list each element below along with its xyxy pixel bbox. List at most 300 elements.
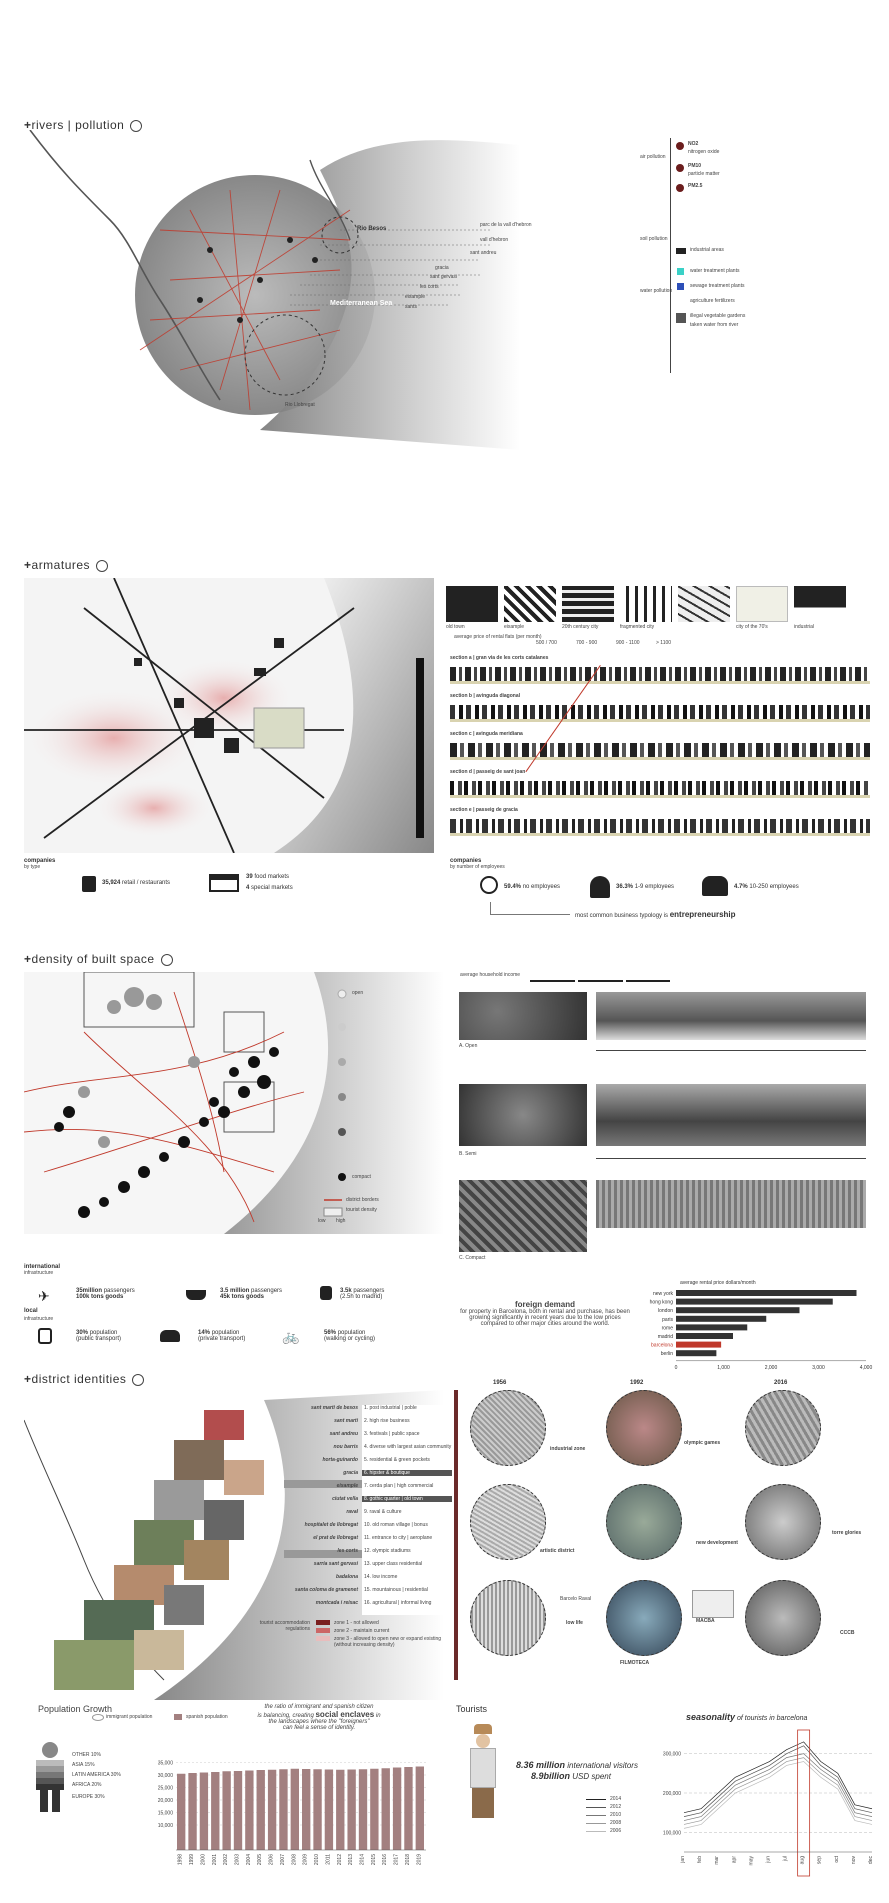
season-y-tick: 100,000 (662, 1830, 681, 1837)
seasonality-title-b: of tourists in barcelona (736, 1715, 808, 1722)
section-title-rivers: +rivers | pollution (24, 118, 142, 132)
section-e-title: section e | passeig de gracia (450, 807, 518, 813)
active-value: 56% (324, 1330, 337, 1336)
photo-semi-aerial (596, 1084, 866, 1146)
pop-x-tick: 2011 (325, 1854, 332, 1865)
district-name: badalona (336, 1574, 358, 1580)
pop-bar (393, 1768, 401, 1851)
ship-icon (186, 1290, 206, 1300)
origin-europe: EUROPE 30% (72, 1794, 105, 1800)
rent-chart-tick: 2,000 (764, 1364, 778, 1371)
train-icon (320, 1286, 332, 1300)
tourists-title: Tourists (456, 1704, 488, 1714)
active-sub: (walking or cycling) (324, 1336, 376, 1342)
photo-label-open: A. Open (459, 1043, 478, 1049)
rent-chart-bar (676, 1324, 747, 1330)
typology-thumb (736, 586, 788, 622)
rent-chart-tick: 0 (674, 1364, 678, 1371)
legend-river-water: taken water from river (690, 322, 739, 328)
rent-value: > 1100 (656, 640, 672, 646)
label-rio-llobregat: Rio Llobregat (285, 402, 315, 408)
pop-x-tick: 2007 (279, 1854, 286, 1866)
section-title-density: +density of built space (24, 952, 173, 966)
district-name: el prat de llobregat (313, 1535, 358, 1541)
tourist-head-icon (476, 1734, 490, 1748)
bus-icon (38, 1328, 52, 1344)
rent-chart-category: new york (652, 1291, 673, 1297)
origin-latam: LATIN AMERICA 30% (72, 1772, 121, 1778)
typology-label: 20th century city (562, 624, 599, 630)
armatures-map (24, 578, 434, 853)
pop-x-tick: 2001 (211, 1854, 218, 1866)
pop-bar (211, 1772, 219, 1850)
no-employees-label: no employees (522, 884, 561, 890)
street-sections (450, 655, 870, 845)
district-row: 2. high rise business (364, 1418, 410, 1424)
section-c-title: section c | avinguda meridiana (450, 731, 523, 737)
pop-bar (200, 1773, 208, 1851)
typology-label: old town (446, 624, 465, 630)
annotation-olympic: olympic games (684, 1440, 721, 1446)
pop-x-tick: 2016 (382, 1854, 389, 1866)
population-chart (140, 1740, 440, 1890)
typology-thumb (562, 586, 614, 622)
legend-low: low (318, 1218, 326, 1224)
airplane-icon: ✈ (38, 1288, 50, 1304)
district-name: les corts (337, 1548, 358, 1554)
annotation-artistic: artistic district (540, 1548, 575, 1554)
person-outline-icon (480, 876, 498, 894)
season-x-tick: jan (680, 1856, 686, 1863)
port-unit: passengers (251, 1288, 283, 1294)
pop-y-tick: 10,000 (157, 1823, 173, 1829)
zone-legend (250, 1620, 450, 1660)
legend-tourist-density: tourist density (346, 1207, 377, 1213)
zone1-label: zone 1 - not allowed (334, 1620, 379, 1626)
label-sants: sants (405, 304, 417, 310)
income-label: average household income (460, 972, 521, 978)
train-value: 3.5k (340, 1288, 352, 1294)
foreign-text: for property in Barcelona, both in rental and purchase, has been growing significantly in recent years due to the low prices compared to other major cities around the world. (460, 1309, 630, 1327)
rent-chart-bar (676, 1333, 733, 1339)
rent-chart-tick: 4,000 (859, 1364, 873, 1371)
population-text-bold: social enclaves (315, 1710, 375, 1719)
population-text-a: the ratio of immigrant and spanish citizen (264, 1704, 374, 1710)
eye-icon (161, 954, 173, 966)
rent-chart-bar (676, 1299, 833, 1305)
legend-sewage: sewage treatment plants (690, 283, 745, 289)
immigrant-swatch (92, 1714, 104, 1721)
rent-value: 700 - 900 (576, 640, 598, 646)
section-title-density-text: density of built space (31, 952, 155, 966)
legend-no2-desc: nitrogen oxide (688, 149, 720, 155)
airport-sub: 100k tons goods (76, 1294, 124, 1300)
companies-type-sub: by type (24, 864, 41, 870)
pop-bar (268, 1770, 276, 1850)
typology-label: eixample (504, 624, 525, 630)
rent-chart-category: berlin (660, 1351, 673, 1358)
section-d-title: section d | passeig de sant joan (450, 769, 526, 775)
district-row: 6. hipster & boutique (362, 1470, 452, 1476)
pop-bar (336, 1770, 344, 1850)
pop-x-tick: 2010 (314, 1854, 321, 1866)
pop-bar (177, 1774, 185, 1850)
companies-type-title: companies (24, 858, 56, 864)
tourist-body-icon (470, 1748, 496, 1788)
circle-1992-b (606, 1484, 682, 1560)
legend-pm10-desc: particle matter (688, 171, 720, 177)
pop-x-tick: 2014 (359, 1854, 366, 1866)
public-value: 30% (76, 1330, 89, 1336)
tourists-label-2: USD spent (572, 1772, 611, 1781)
season-x-tick: nov (850, 1856, 857, 1865)
typology-thumb (678, 586, 730, 622)
legend-year: 2014 (610, 1796, 622, 1802)
legend-year: 2012 (610, 1804, 622, 1810)
rent-chart (640, 1276, 876, 1372)
pop-y-tick: 30,000 (157, 1773, 173, 1779)
legend-water-treatment: water treatment plants (690, 268, 740, 274)
district-name: horta-guinardo (322, 1457, 358, 1463)
photo-compact-plan (459, 1180, 587, 1252)
pop-x-tick: 2006 (268, 1854, 275, 1866)
pop-x-tick: 2013 (348, 1854, 355, 1866)
zone3-label: zone 3 - allowed to open new or expand existing (without increasing density) (334, 1636, 442, 1648)
district-row: 14. low income (364, 1574, 398, 1580)
pop-x-tick: 2003 (234, 1854, 241, 1866)
immigrant-legend: immigrant population (106, 1714, 153, 1720)
retail-value: 35,924 (102, 880, 121, 886)
private-value: 14% (198, 1330, 211, 1336)
legend-district-borders: district borders (346, 1197, 379, 1203)
medium-firms-label: 10-250 employees (749, 884, 799, 890)
population-text-c: in (375, 1713, 381, 1719)
population-text-b: is balancing, creating (257, 1713, 314, 1719)
tourists-label-1: international visitors (567, 1761, 638, 1770)
pop-y-tick: 35,000 (157, 1760, 173, 1767)
private-sub: (private transport) (198, 1336, 246, 1342)
population-text-e: can feel a sense of identity. (282, 1725, 356, 1731)
rent-chart-bar (676, 1342, 721, 1348)
season-x-tick: aug (799, 1856, 806, 1865)
train-sub: (2.5h to madrid) (340, 1294, 383, 1300)
water-treatment-icon (677, 268, 684, 275)
bicycle-icon: 🚲 (282, 1328, 300, 1344)
rent-chart-bar (676, 1350, 716, 1356)
tourists-value-2: 8.9billion (531, 1771, 571, 1781)
companies-type (24, 858, 434, 908)
person-leg (52, 1790, 60, 1812)
origin-africa: AFRICA 20% (72, 1782, 102, 1788)
shopping-bag-icon (82, 876, 96, 892)
label-mediterranean: Mediterranean Sea (330, 300, 393, 307)
pm25-icon (676, 184, 684, 192)
section-a-title: section a | gran via de les corts catalanes (450, 655, 549, 661)
district-row: 8. gothic quarter | old town (362, 1496, 452, 1502)
car-icon (160, 1330, 180, 1342)
airport-unit: passengers (103, 1288, 135, 1294)
seasonality-chart (652, 1722, 878, 1882)
circle-2016-b (745, 1484, 821, 1560)
rent-chart-category: london (657, 1308, 673, 1315)
circle-2016-a (745, 1390, 821, 1466)
section-title-districts-text: district identities (31, 1372, 127, 1386)
rent-chart-category: madrid (657, 1334, 673, 1340)
season-x-tick: sep (816, 1856, 823, 1865)
companies-emp-title: companies (450, 858, 482, 864)
section-title-districts: +district identities (24, 1372, 144, 1386)
origin-asia: ASIA 15% (72, 1762, 95, 1768)
season-x-tick: jun (765, 1856, 772, 1863)
legend-compact: compact (352, 1174, 371, 1180)
small-firms-label: 1-9 employees (634, 884, 675, 890)
pop-bar (234, 1771, 242, 1850)
population-title: Population Growth (38, 1704, 113, 1714)
rent-value: 500 / 700 (536, 640, 557, 646)
district-row: 7. cerda plan | high commercial (364, 1483, 434, 1489)
rent-chart-tick: 3,000 (812, 1364, 825, 1371)
district-row: 11. entrance to city | aeroplane (364, 1535, 433, 1541)
circle-1992-c (606, 1580, 682, 1656)
circle-1956-b (470, 1484, 546, 1560)
infrastructure (24, 1264, 444, 1354)
companies-emp-sub: by number of employees (450, 864, 505, 870)
food-markets-value: 39 (246, 874, 253, 880)
medium-firms-value: 4.7% (734, 884, 748, 890)
season-x-tick: feb (697, 1856, 704, 1863)
annotation-cccb: CCCB (840, 1630, 855, 1636)
pop-x-tick: 2002 (223, 1854, 230, 1866)
sewage-icon (677, 283, 684, 290)
photo-label-semi: B. Semi (459, 1151, 477, 1157)
typology-thumb (504, 586, 556, 622)
district-row: 3. festivals | public space (364, 1431, 420, 1437)
legend-group-air: air pollution (640, 154, 666, 160)
population-text-d: the landscapes where the "foreigners" (268, 1719, 370, 1725)
district-row: 13. upper class residential (364, 1561, 423, 1567)
pop-bar (404, 1767, 412, 1850)
special-markets-label: special markets (251, 885, 293, 891)
circle-1956-a (470, 1390, 546, 1466)
no-employees-value: 59.4% (504, 884, 522, 890)
pop-bar (416, 1767, 424, 1851)
pop-x-tick: 2004 (245, 1854, 252, 1866)
rent-chart-category: rome (661, 1325, 673, 1332)
pop-x-tick: 2008 (291, 1854, 298, 1866)
pop-x-tick: 1999 (189, 1854, 196, 1866)
pop-x-tick: 2000 (200, 1854, 207, 1866)
label-vall-hebron: vall d'hebron (480, 237, 509, 243)
district-row: 5. residential & green pockets (364, 1457, 430, 1463)
season-peak-highlight (798, 1730, 810, 1876)
eye-icon (132, 1374, 144, 1386)
legend-year: 2006 (610, 1828, 622, 1834)
district-name: ciutat vella (332, 1496, 358, 1502)
typology-strip (446, 586, 876, 646)
pm10-icon (676, 164, 684, 172)
train-unit: passengers (353, 1288, 385, 1294)
seasonality-legend (586, 1796, 646, 1856)
season-x-tick: apr (731, 1856, 738, 1864)
pop-bar (279, 1769, 287, 1850)
photo-open-plan (459, 992, 587, 1040)
district-row: 9. raval & culture (364, 1509, 402, 1515)
section-b-title: section b | avinguda diagonal (450, 693, 521, 699)
photo-open-aerial (596, 992, 866, 1040)
legend-pm25: PM2.5 (688, 183, 703, 189)
zone2-label: zone 2 - maintain current (334, 1628, 390, 1634)
legend-industrial: industrial areas (690, 247, 724, 253)
annotation-new-development: new development (696, 1540, 738, 1546)
companies-employees (450, 858, 870, 948)
pop-bar (245, 1771, 253, 1851)
typology-thumb (446, 586, 498, 622)
pop-bar (257, 1770, 265, 1850)
district-name: hospitalet de llobregat (304, 1522, 358, 1528)
district-name: santa coloma de gramenet (294, 1587, 358, 1593)
tourists-value-1: 8.36 million (516, 1760, 566, 1770)
typology-label: fragmented city (620, 624, 655, 630)
season-series-line (684, 1762, 872, 1829)
section-title-armatures: +armatures (24, 558, 108, 572)
no2-icon (676, 142, 684, 150)
district-name: sant andreu (329, 1431, 358, 1437)
pop-bar (302, 1769, 310, 1850)
legend-group-soil: soil pollution (640, 236, 668, 242)
pop-bar (291, 1769, 299, 1850)
annotation-filmoteca: FILMOTECA (620, 1660, 650, 1666)
pop-y-tick: 25,000 (157, 1785, 173, 1792)
pop-x-tick: 2018 (404, 1854, 411, 1866)
rent-label: average price of rental flats (per month) (454, 634, 542, 640)
season-x-tick: oct (833, 1856, 840, 1863)
circle-1992-a (606, 1390, 682, 1466)
label-sant-gervasi: sant gervasi (430, 274, 457, 280)
zone1-swatch (316, 1620, 330, 1625)
photo-semi-plan (459, 1084, 587, 1146)
food-markets-label: food markets (254, 874, 290, 880)
rivers-map (20, 130, 540, 450)
pop-x-tick: 2019 (416, 1854, 423, 1866)
pop-x-tick: 2017 (393, 1854, 400, 1866)
tourist-hat-icon (474, 1724, 492, 1734)
rent-chart-bar (676, 1316, 766, 1322)
rent-chart-title: average rental price dollars/month (680, 1280, 756, 1286)
port-value: 3.5 million (220, 1288, 250, 1294)
person-body-icon (36, 1760, 64, 1790)
pop-bar (382, 1768, 390, 1850)
rent-chart-category: hong kong (649, 1299, 673, 1306)
legend-pm10: PM10 (688, 163, 702, 169)
legend-no2: NO2 (688, 141, 699, 147)
rent-chart-bar (676, 1307, 800, 1313)
rent-chart-tick: 1,000 (717, 1364, 730, 1371)
pop-bar (359, 1769, 367, 1850)
season-x-tick: dec (868, 1856, 874, 1865)
group-icon (702, 876, 728, 896)
pop-x-tick: 2009 (302, 1854, 309, 1866)
zone-title: tourist accommodation regulations (259, 1620, 310, 1632)
season-y-tick: 300,000 (662, 1751, 681, 1758)
pop-x-tick: 2012 (336, 1854, 343, 1866)
district-row: 16. agricultural | informal living (364, 1600, 432, 1606)
legend-open: open (352, 990, 364, 996)
local-sub: infrastructure (24, 1316, 54, 1322)
legend-high: high (336, 1218, 346, 1224)
person-leg (40, 1790, 48, 1812)
district-name: gracia (343, 1470, 358, 1476)
origin-other: OTHER 10% (72, 1752, 101, 1758)
international-title: international (24, 1264, 61, 1270)
season-x-tick: jul (782, 1856, 789, 1862)
person-icon (590, 876, 610, 898)
foreign-title: foreign demand (514, 1300, 575, 1309)
season-x-tick: mar (714, 1856, 721, 1865)
typology-label: city of the 70's (736, 624, 768, 630)
pop-x-tick: 1998 (177, 1854, 184, 1866)
international-sub: infrastructure (24, 1270, 54, 1276)
district-row: 10. old roman village | bonus (364, 1522, 428, 1528)
rent-chart-bar (676, 1290, 857, 1296)
typology-label: industrial (794, 624, 815, 630)
label-gracia: gracia (435, 265, 449, 271)
legend-year: 2010 (610, 1812, 622, 1818)
annotation-low-life: low life (566, 1620, 583, 1626)
photo-compact-aerial (596, 1180, 866, 1228)
season-y-tick: 200,000 (662, 1791, 681, 1797)
label-sant-andreu: sant andreu (470, 250, 497, 256)
pop-bar (325, 1770, 333, 1851)
label-vall-hebron-park: parc de la vall d'hebron (480, 222, 532, 228)
spanish-legend: spanish population (186, 1714, 228, 1720)
timeline-bar (454, 1390, 458, 1680)
garden-icon (676, 313, 686, 323)
pop-bar (347, 1770, 355, 1851)
season-x-tick: may (748, 1856, 755, 1866)
public-sub: (public transport) (76, 1336, 122, 1342)
rent-chart-category: barcelona (651, 1342, 673, 1349)
legend-year: 2008 (610, 1820, 622, 1826)
legend-gardens: illegal vegetable gardens (690, 313, 746, 319)
label-eixample: eixample (405, 294, 426, 300)
section-title-armatures-text: armatures (31, 558, 91, 572)
district-name: nou barris (333, 1444, 358, 1450)
district-name: raval (346, 1509, 358, 1515)
macba-photo (692, 1590, 734, 1618)
year-1992: 1992 (630, 1380, 644, 1386)
private-unit: population (211, 1330, 240, 1336)
factory-icon (676, 248, 686, 254)
year-2016: 2016 (774, 1380, 788, 1386)
retail-label: retail / restaurants (122, 880, 171, 886)
zone3-swatch (316, 1636, 330, 1641)
pop-bar (370, 1769, 378, 1850)
district-name: eixample (336, 1483, 358, 1489)
district-row: 15. mountainous | residential (364, 1587, 428, 1593)
circle-2016-c (745, 1580, 821, 1656)
district-name: sarria sant gervasi (313, 1561, 358, 1567)
photo-label-compact: C. Compact (459, 1255, 486, 1261)
district-name: montcada i reixac (315, 1600, 358, 1606)
typology-word: entrepreneurship (669, 910, 736, 919)
circle-1956-c (470, 1580, 546, 1656)
rent-value: 900 - 1100 (616, 640, 640, 646)
airport-value: 35million (76, 1288, 103, 1294)
rent-chart-category: paris (662, 1316, 673, 1323)
typology-note: most common business typology is (575, 913, 669, 919)
district-row: 12. olympic stadiums (364, 1548, 411, 1554)
active-unit: population (337, 1330, 366, 1336)
